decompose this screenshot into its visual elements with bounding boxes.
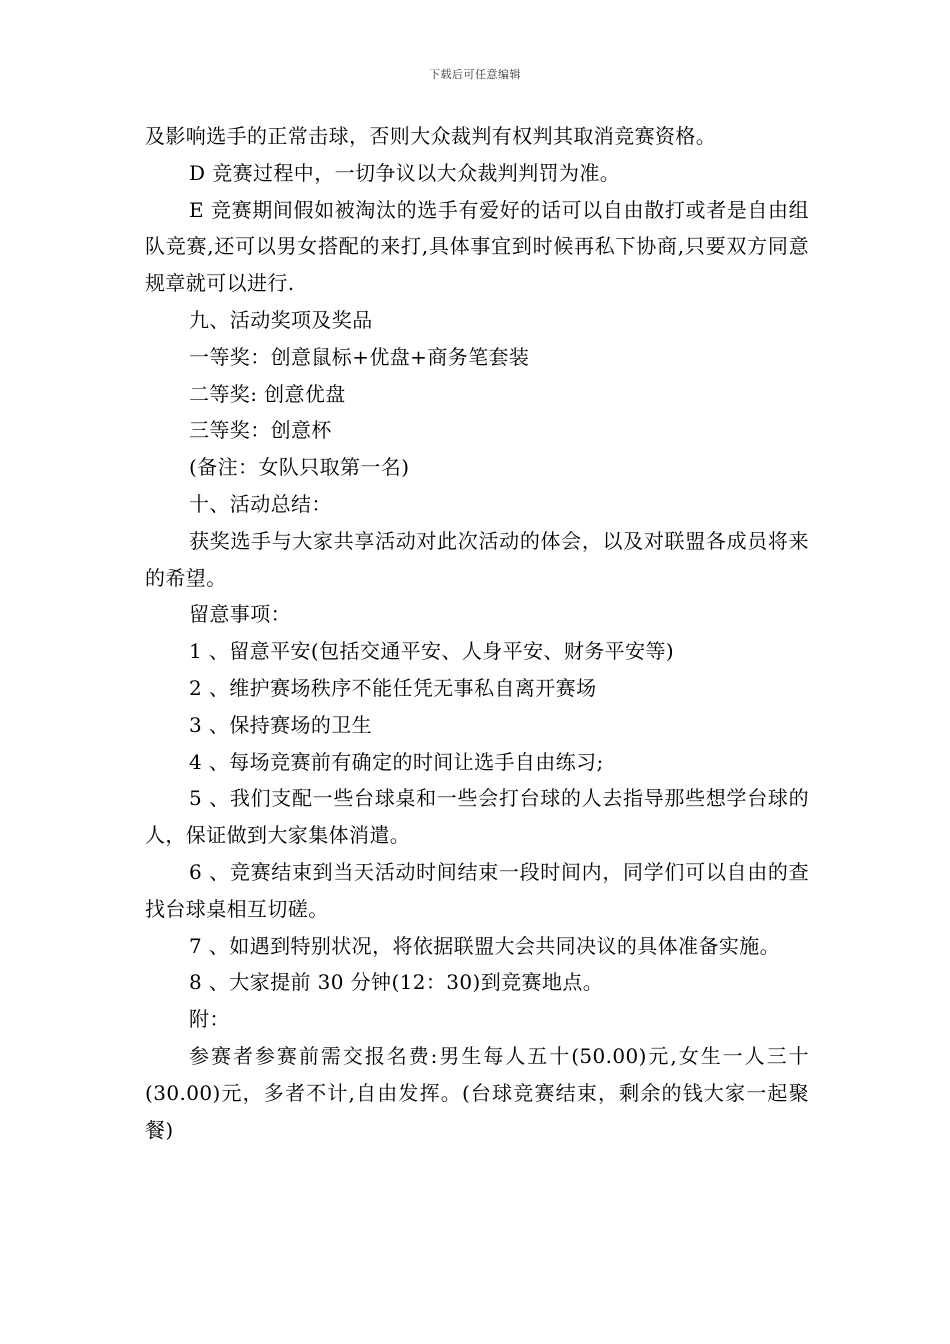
section-heading: 九、活动奖项及奖品 (189, 307, 373, 332)
list-item: 1 、留意平安(包括交通平安、人身平安、财务平安等) (189, 639, 675, 664)
paragraph: 获奖选手与大家共享活动对此次活动的体会，以及对联盟各成员将来的希望。 (145, 528, 809, 590)
list-item: 3 、保持赛场的卫生 (189, 712, 373, 737)
paragraph: E 竞赛期间假如被淘汰的选手有爱好的话可以自由散打或者是自由组队竞赛,还可以男女搭配的来打,具体事宜到时候再私下协商,只要双方同意规章就可以进行. (145, 197, 809, 296)
paragraph: D 竞赛过程中，一切争议以大众裁判判罚为准。 (189, 160, 621, 185)
list-item: 5 、我们支配一些台球桌和一些会打台球的人去指导那些想学台球的人，保证做到大家集体消遣。 (145, 786, 809, 848)
list-item: 7 、如遇到特别状况，将依据联盟大会共同决议的具体准备实施。 (189, 933, 781, 958)
list-item: 2 、维护赛场秩序不能任凭无事私自离开赛场 (189, 675, 597, 700)
document-body (145, 118, 809, 1148)
prize-item: 三等奖：创意杯 (189, 418, 332, 443)
prize-item: 一等奖：创意鼠标+优盘+商务笔套装 (189, 344, 530, 369)
paragraph: 及影响选手的正常击球，否则大众裁判有权判其取消竞赛资格。 (145, 124, 717, 148)
list-item: 4 、每场竞赛前有确定的时间让选手自由练习; (189, 749, 604, 774)
prize-item: 二等奖: 创意优盘 (189, 381, 346, 406)
section-heading: 留意事项： (189, 602, 291, 627)
paragraph: 参赛者参赛前需交报名费:男生每人五十(50.00)元,女生一人三十(30.00)元，多者不计,自由发挥。(台球竞赛结束，剩余的钱大家一起聚餐) (145, 1043, 809, 1142)
paragraph: (备注：女队只取第一名) (189, 455, 410, 480)
page-header: 下载后可任意编辑 (429, 68, 521, 81)
section-heading: 附： (189, 1007, 230, 1032)
section-heading: 十、活动总结： (189, 491, 332, 516)
list-item: 6 、竞赛结束到当天活动时间结束一段时间内，同学们可以自由的查找台球桌相互切磋。 (145, 859, 809, 921)
list-item: 8 、大家提前 30 分钟(12：30)到竞赛地点。 (189, 970, 604, 995)
